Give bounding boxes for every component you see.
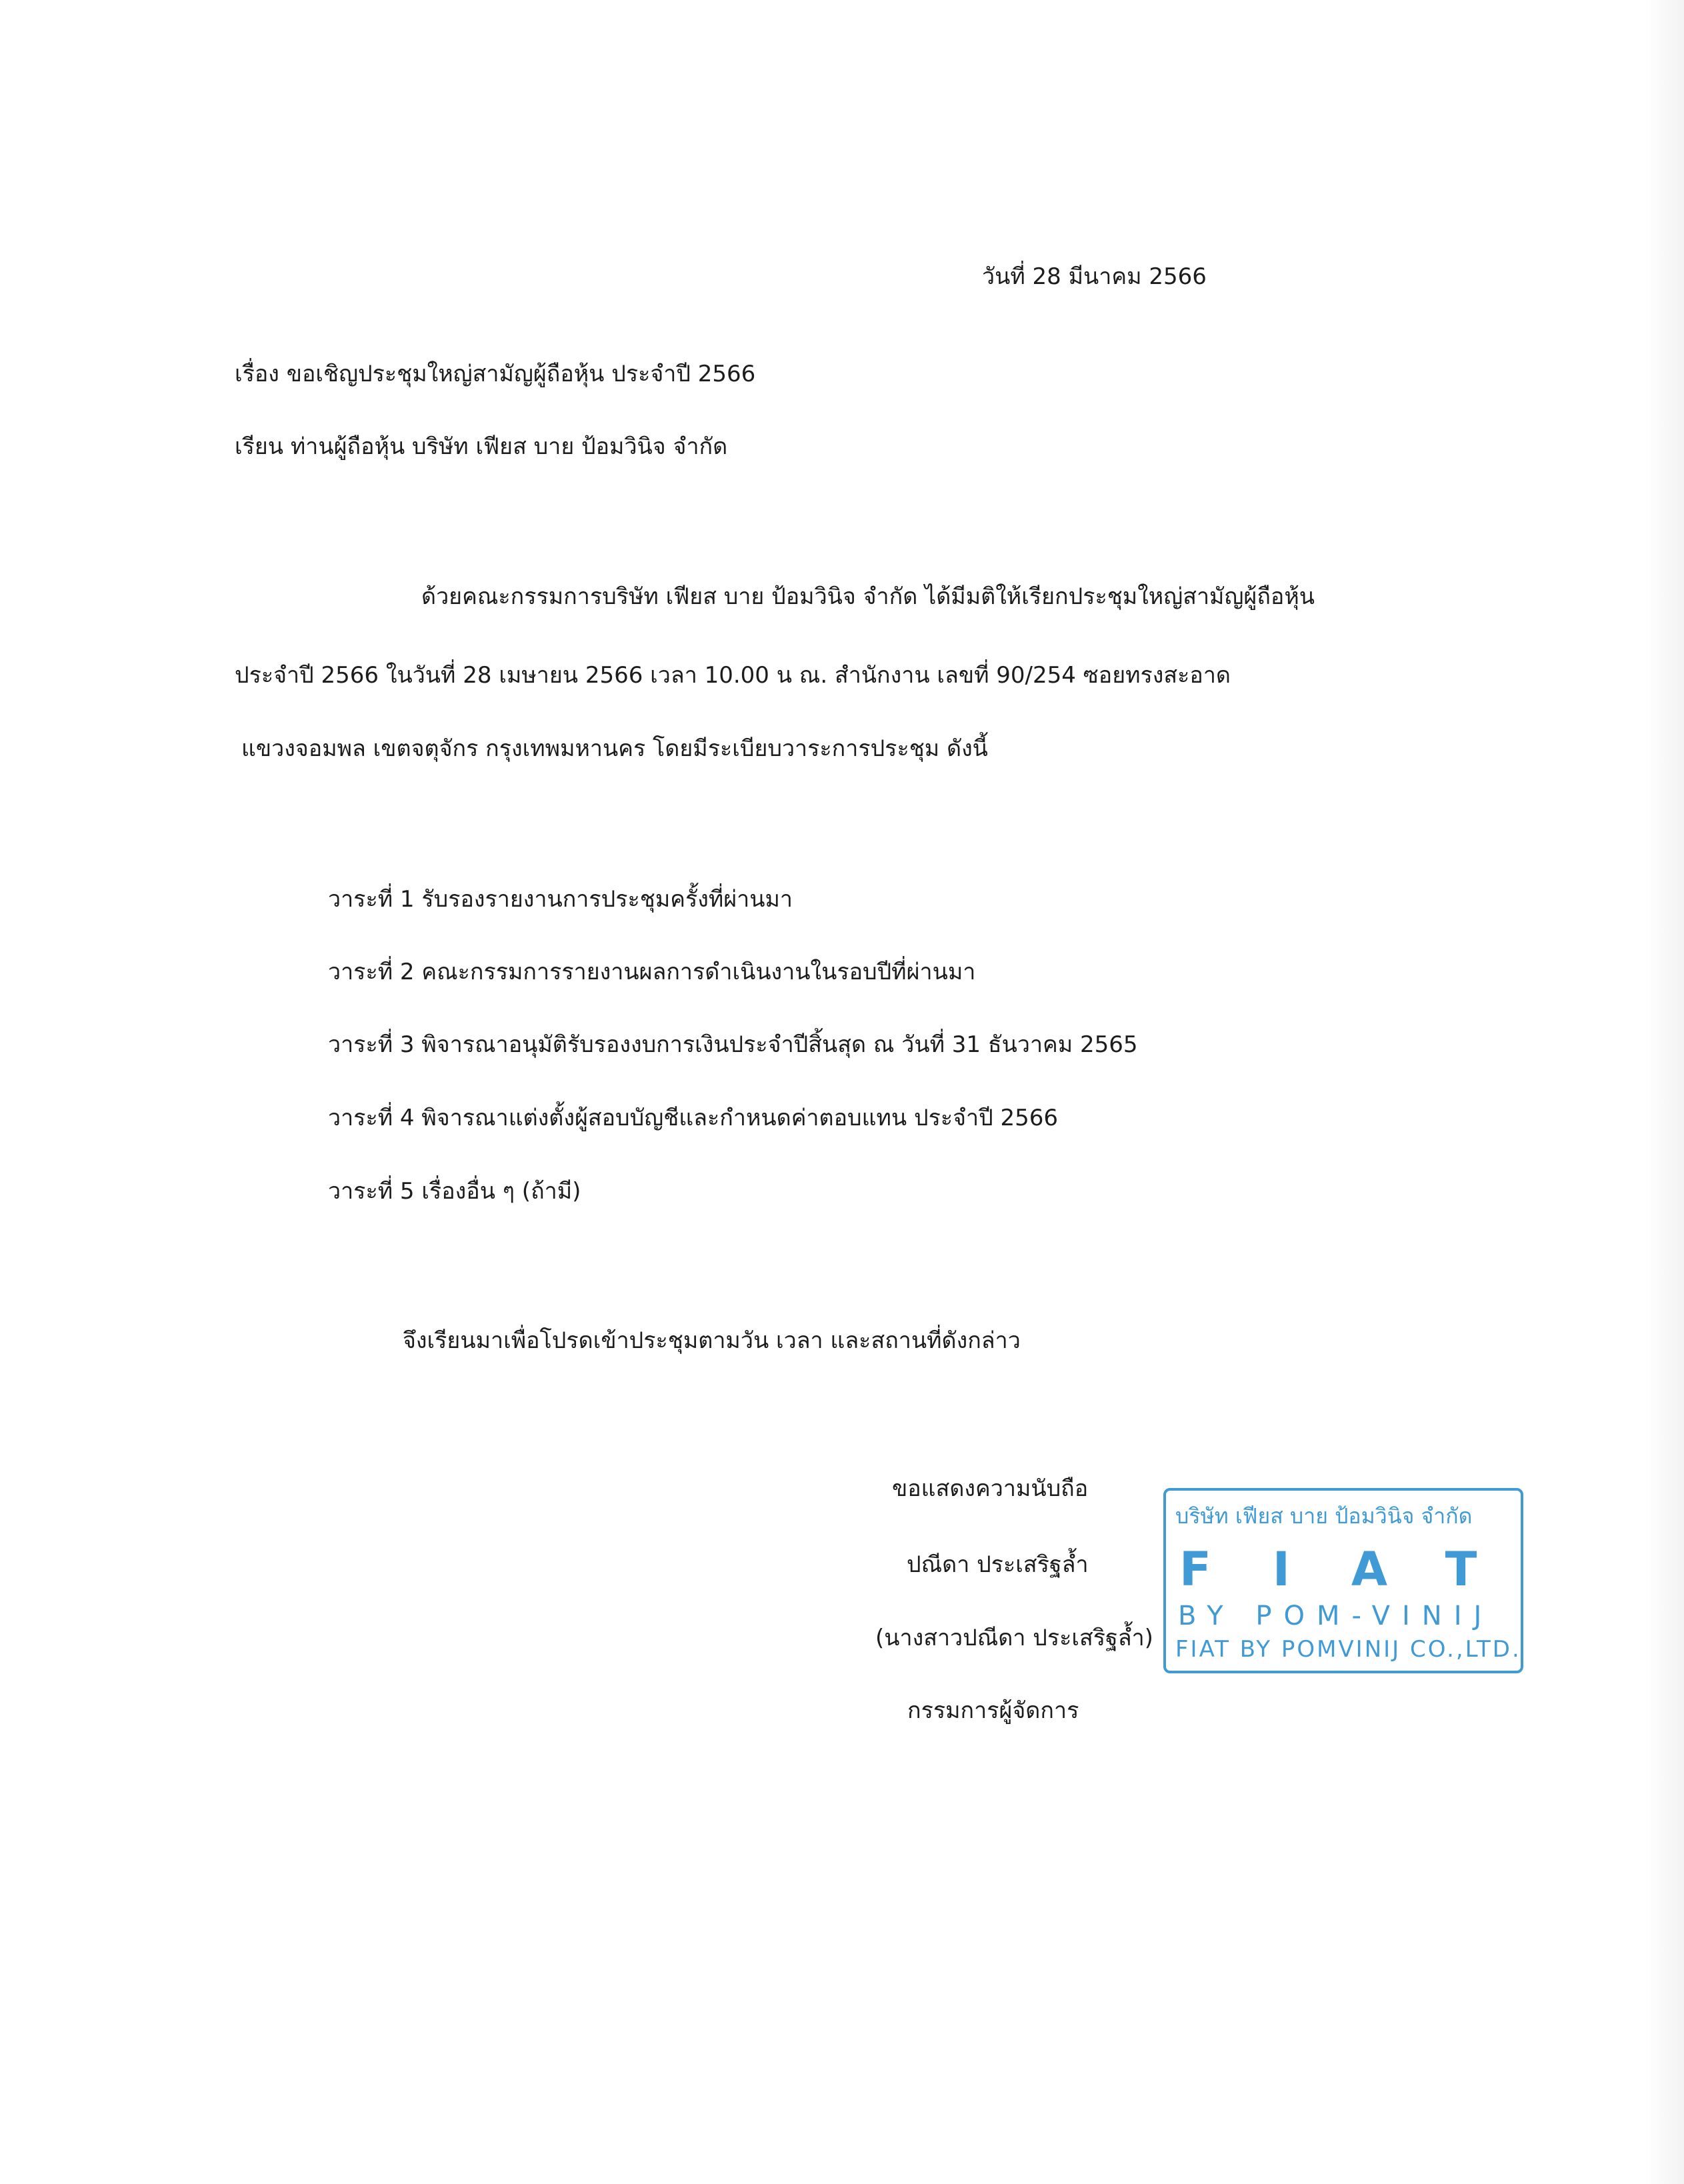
stamp-by-pom-vinij: BY POM-VINIJ <box>1178 1601 1494 1631</box>
letter-subject: เรื่อง ขอเชิญประชุมใหญ่สามัญผู้ถือหุ้น ประจำปี 2566 <box>235 361 756 387</box>
agenda-item: วาระที่ 2 คณะกรรมการรายงานผลการดำเนินงานในรอบปีที่ผ่านมา <box>328 959 976 985</box>
signature-signed-name: ปณีดา ประเสริฐล้ำ <box>907 1551 1089 1578</box>
agenda-item: วาระที่ 1 รับรองรายงานการประชุมครั้งที่ผ่านมา <box>328 886 793 913</box>
letter-date: วันที่ 28 มีนาคม 2566 <box>982 263 1207 290</box>
signature-full-name: (นางสาวปณีดา ประเสริฐล้ำ) <box>875 1625 1153 1651</box>
signature-regards: ขอแสดงความนับถือ <box>892 1475 1089 1502</box>
stamp-company-name-thai: บริษัท เฟียส บาย ป้อมวินิจ จำกัด <box>1175 1503 1473 1529</box>
agenda-item: วาระที่ 3 พิจารณาอนุมัติรับรองงบการเงินประจำปีสิ้นสุด ณ วันที่ 31 ธันวาคม 2565 <box>328 1031 1138 1058</box>
body-paragraph-line: ด้วยคณะกรรมการบริษัท เฟียส บาย ป้อมวินิจ จำกัด ได้มีมติให้เรียกประชุมใหญ่สามัญผู้ถือหุ้น <box>421 583 1315 610</box>
signature-position: กรรมการผู้จัดการ <box>907 1697 1079 1724</box>
stamp-company-name-english: FIAT BY POMVINIJ CO.,LTD. <box>1175 1636 1521 1663</box>
letter-recipient: เรียน ท่านผู้ถือหุ้น บริษัท เฟียส บาย ป้อมวินิจ จำกัด <box>235 433 728 460</box>
company-stamp <box>1163 1488 1539 1673</box>
scan-shadow <box>1644 0 1684 2184</box>
agenda-item: วาระที่ 4 พิจารณาแต่งตั้งผู้สอบบัญชีและกำหนดค่าตอบแทน ประจำปี 2566 <box>328 1105 1059 1131</box>
closing-line: จึงเรียนมาเพื่อโปรดเข้าประชุมตามวัน เวลา และสถานที่ดังกล่าว <box>403 1327 1021 1354</box>
stamp-fiat-logo: FIAT <box>1179 1542 1539 1597</box>
agenda-item: วาระที่ 5 เรื่องอื่น ๆ (ถ้ามี) <box>328 1178 581 1205</box>
body-paragraph-line: แขวงจอมพล เขตจตุจักร กรุงเทพมหานคร โดยมีระเบียบวาระการประชุม ดังนี้ <box>241 735 988 762</box>
body-paragraph-line: ประจำปี 2566 ในวันที่ 28 เมษายน 2566 เวลา 10.00 น ณ. สำนักงาน เลขที่ 90/254 ซอยทรงสะอาด <box>235 662 1231 689</box>
